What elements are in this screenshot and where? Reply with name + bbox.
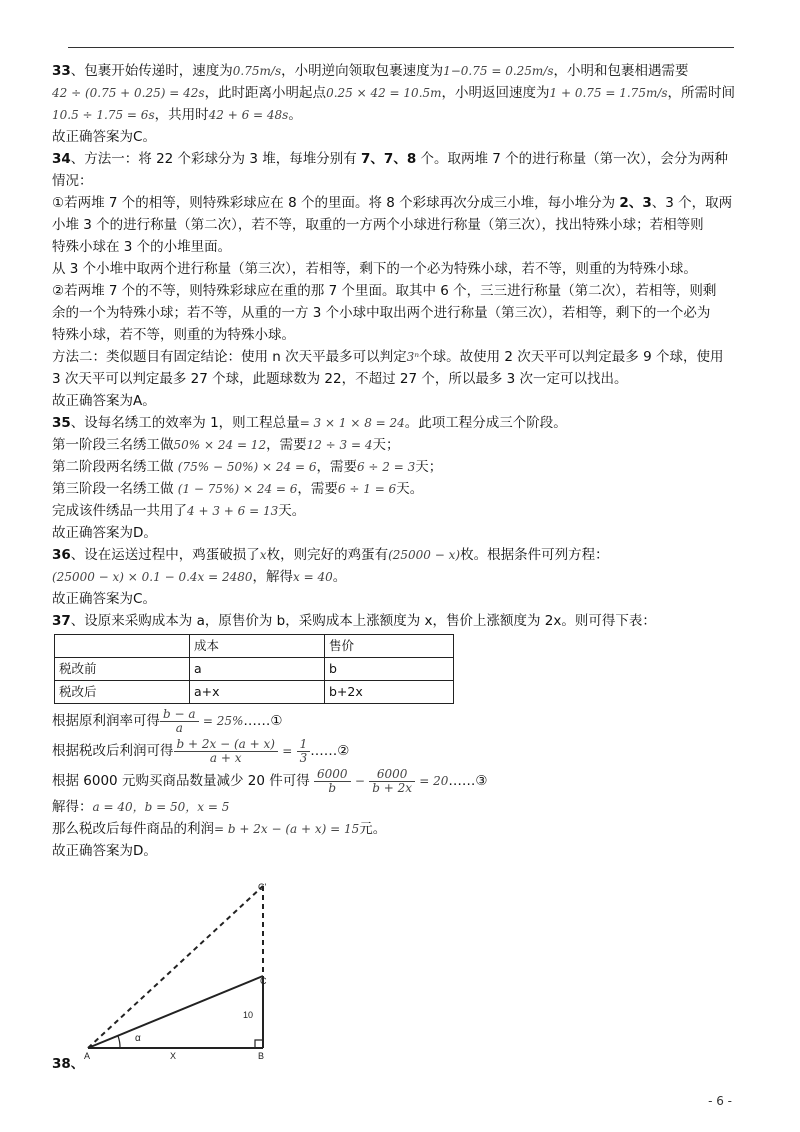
q37-table — [54, 634, 454, 704]
header-rule — [68, 47, 734, 48]
answer-letter: C — [133, 591, 143, 607]
eq-tag: ……② — [310, 743, 350, 759]
q33-formula: 1−0.75 = 0.25m/s — [443, 64, 554, 78]
q36-formula: (25000 − x) — [388, 548, 461, 562]
q37-number: 37 — [52, 613, 71, 629]
q37-answer — [52, 840, 752, 862]
q35-text: 第一阶段三名绣工做 — [52, 437, 174, 453]
q33-text: ，小明返回速度为 — [441, 85, 550, 101]
q37-eq1 — [52, 706, 752, 736]
q34-text: 、方法一：将 22 个彩球分为 3 堆，每堆分别有 — [70, 151, 362, 167]
q35-formula: (75% − 50%) × 24 = 6 — [177, 460, 317, 474]
q34-line1 — [52, 148, 752, 170]
solutions-body — [52, 60, 752, 862]
q35-answer — [52, 522, 752, 544]
q33-text: ，小明和包裹相遇需要 — [553, 63, 689, 79]
fraction — [297, 738, 311, 765]
q33-text: 、包裹开始传递时，速度为 — [70, 63, 233, 79]
q37-formula: − — [354, 774, 365, 788]
table-cell — [55, 635, 190, 658]
label-10: 10 — [243, 1010, 254, 1020]
q33-text: ，小明逆向领取包裹速度为 — [281, 63, 444, 79]
q37-formula: = 25% — [202, 714, 244, 728]
q37-solution — [52, 796, 752, 818]
q34-text: 个。取两堆 7 个的进行称量（第一次），会分为两种 — [416, 151, 728, 167]
table-cell: a — [190, 658, 325, 681]
q36-formula: x — [259, 548, 267, 562]
q33-text: ，所需时间 — [667, 85, 736, 101]
q36-text: 枚。根据条件可列方程： — [460, 547, 609, 563]
q33-answer — [52, 126, 752, 148]
q35-line1 — [52, 412, 752, 434]
q37-text: 根据 6000 元购买商品数量减少 20 件可得 — [52, 773, 310, 789]
answer-end: 。 — [142, 393, 156, 409]
q36-number: 36 — [52, 547, 71, 563]
answer-letter: A — [133, 393, 143, 409]
answer-label: 故正确答案为 — [52, 591, 133, 607]
answer-end: 。 — [142, 129, 156, 145]
answer-label: 故正确答案为 — [52, 129, 133, 145]
q35-text: 完成该件绣品一共用了 — [52, 503, 187, 519]
eq-tag: ……① — [243, 713, 283, 729]
q37-line1 — [52, 610, 752, 632]
answer-end: 。 — [143, 525, 157, 541]
angle-arc — [118, 1036, 120, 1048]
q35-line2 — [52, 434, 752, 456]
answer-label: 故正确答案为 — [52, 393, 133, 409]
table-row — [55, 681, 454, 704]
q35-formula: 50% × 24 = 12 — [173, 438, 267, 452]
q37-text: 根据税改后利润可得 — [52, 743, 174, 759]
fraction — [369, 768, 415, 795]
q37-formula: a = 40，b = 50，x = 5 — [92, 800, 230, 814]
q33-formula: 0.75m/s — [232, 64, 282, 78]
eq-tag: ……③ — [448, 773, 488, 789]
q37-eq2 — [52, 736, 752, 766]
q35-text: ，需要 — [266, 437, 307, 453]
q35-line5 — [52, 500, 752, 522]
q34-line2: 情况： — [52, 173, 93, 189]
label-a: A — [84, 1051, 91, 1061]
q33-formula: 42 ÷ (0.75 + 0.25) = 42s — [52, 86, 205, 100]
q35-formula: = 3 × 1 × 8 = 24 — [299, 416, 405, 430]
q35-formula: 12 ÷ 3 = 4 — [306, 438, 373, 452]
q34-line3 — [52, 192, 752, 214]
q36-formula: x = 40 — [293, 570, 333, 584]
q36-formula: (25000 − x) × 0.1 − 0.4x = 2480 — [52, 570, 253, 584]
q34-line10 — [52, 346, 752, 368]
q34-formula: 3ⁿ — [406, 350, 420, 364]
q37-profit — [52, 818, 752, 840]
numerator: 6000 — [314, 768, 351, 782]
q36-text: 。 — [332, 569, 347, 585]
q34-line5: 特殊小球在 3 个的小堆里面。 — [52, 239, 232, 255]
denominator: a — [175, 720, 183, 735]
denominator: b + 2x — [372, 780, 412, 795]
q34-line8: 余的一个为特殊小球；若不等，从重的一方 3 个小球中取出两个进行称量（第三次），若相等，剩下的一个必为 — [52, 305, 711, 321]
answer-label: 故正确答案为 — [52, 525, 133, 541]
denominator: a + x — [209, 750, 242, 765]
fraction — [160, 708, 199, 735]
numerator: 1 — [297, 738, 311, 752]
q34-answer — [52, 390, 752, 412]
q33-text: ，此时距离小明起点 — [204, 85, 327, 101]
q35-text: 。此项工程分成三个阶段。 — [404, 415, 567, 431]
numerator: b − a — [160, 708, 199, 722]
q35-text: 天； — [415, 459, 443, 475]
label-x: X — [170, 1051, 177, 1061]
fraction — [174, 738, 278, 765]
q38-suffix: 、 — [70, 1056, 85, 1072]
q33-number: 33 — [52, 63, 71, 79]
q34-text-bold: 2、3 — [619, 195, 652, 211]
q35-text: 第二阶段两名绣工做 — [52, 459, 178, 475]
page-number: - 6 - — [708, 1094, 732, 1108]
q35-number: 35 — [52, 415, 71, 431]
q33-text: 。 — [288, 107, 302, 123]
q33-formula: 1 + 0.75 = 1.75m/s — [549, 86, 668, 100]
table-cell: b — [325, 658, 454, 681]
q36-answer — [52, 588, 752, 610]
q34-text: 方法二：类似题目有固定结论：使用 n 次天平最多可以判定 — [52, 349, 407, 365]
denominator: b — [328, 780, 337, 795]
label-c: C — [260, 976, 267, 986]
q37-text: 根据原利润率可得 — [52, 713, 160, 729]
q35-text: 天。 — [396, 481, 424, 497]
q36-line1 — [52, 544, 752, 566]
q34-line4: 小堆 3 个的进行称量（第二次），若不等，取重的一方两个小球进行称量（第三次），找出特殊小球；若相等则 — [52, 217, 704, 233]
table-cell: b+2x — [325, 681, 454, 704]
table-row — [55, 658, 454, 681]
q37-formula: = — [282, 744, 293, 758]
q35-line3 — [52, 456, 752, 478]
q34-number: 34 — [52, 151, 71, 167]
q34-line9: 特殊小球，若不等，则重的为特殊小球。 — [52, 327, 295, 343]
q37-text: 、设原来采购成本为 a，原售价为 b，采购成本上涨额度为 x，售价上涨额度为 2x。则可得下表： — [70, 613, 656, 629]
q35-text: ，需要 — [316, 459, 357, 475]
q35-text: 、设每名绣工的效率为 1，则工程总量 — [70, 415, 300, 431]
q38-number: 38 — [52, 1056, 71, 1072]
q35-text: 第三阶段一名绣工做 — [52, 481, 178, 497]
q37-text: 解得： — [52, 799, 93, 815]
table-cell: 售价 — [325, 635, 454, 658]
q35-text: 天。 — [278, 503, 306, 519]
answer-label: 故正确答案为 — [52, 843, 133, 859]
q35-line4 — [52, 478, 752, 500]
q35-formula: (1 − 75%) × 24 = 6 — [177, 482, 298, 496]
label-c-prime: C' — [258, 882, 267, 892]
table-header-row — [55, 635, 454, 658]
q34-line7: ②若两堆 7 个的不等，则特殊彩球应在重的那 7 个里面。取其中 6 个，三三进行称量（第二次），若相等，则剩 — [52, 283, 717, 299]
q34-text: 、3 个，取两 — [651, 195, 733, 211]
q34-text: 个球。故使用 2 次天平可以判定最多 9 个球，使用 — [419, 349, 724, 365]
q33-text: ，共用时 — [154, 107, 209, 123]
q37-formula: = b + 2x − (a + x) = 15 — [214, 822, 360, 836]
q35-text: ，需要 — [297, 481, 338, 497]
q36-text: 枚，则完好的鸡蛋有 — [266, 547, 389, 563]
q33-formula: 0.25 × 42 = 10.5m — [326, 86, 442, 100]
q34-line11: 3 次天平可以判定最多 27 个球，此题球数为 22，不超过 27 个，所以最多 3 次一定可以找出。 — [52, 371, 628, 387]
q34-text-bold: 7、7、8 — [361, 151, 417, 167]
numerator: 6000 — [369, 768, 415, 782]
ac-prime-dashed-line — [88, 886, 263, 1048]
q35-formula: 4 + 3 + 6 = 13 — [187, 504, 279, 518]
denominator: 3 — [299, 750, 308, 765]
q34-text: ①若两堆 7 个的相等，则特殊彩球应在 8 个的里面。将 8 个彩球再次分成三小堆，每小堆分为 — [52, 195, 620, 211]
table-cell: 税改后 — [55, 681, 190, 704]
fraction — [314, 768, 351, 795]
q37-text: 元。 — [359, 821, 387, 837]
q33-line2 — [52, 82, 752, 104]
q35-formula: 6 ÷ 2 = 3 — [356, 460, 416, 474]
q34-line6: 从 3 个小堆中取两个进行称量（第三次），若相等，剩下的一个必为特殊小球，若不等，则重的为特殊小球。 — [52, 261, 697, 277]
label-b: B — [258, 1051, 265, 1061]
answer-end: 。 — [142, 591, 156, 607]
q33-line1 — [52, 60, 752, 82]
table-cell: 成本 — [190, 635, 325, 658]
q38-label — [52, 1052, 84, 1072]
q33-formula: 42 + 6 = 48s — [208, 108, 289, 122]
q37-text: 那么税改后每件商品的利润 — [52, 821, 214, 837]
q35-formula: 6 ÷ 1 = 6 — [337, 482, 397, 496]
q36-text: ，解得 — [252, 569, 294, 585]
table-cell: 税改前 — [55, 658, 190, 681]
answer-letter: D — [133, 843, 144, 859]
answer-letter: D — [133, 525, 144, 541]
label-alpha: α — [135, 1033, 141, 1044]
q33-line3 — [52, 104, 752, 126]
q38-figure — [80, 878, 290, 1068]
q37-eq3 — [52, 766, 752, 796]
answer-end: 。 — [143, 843, 157, 859]
q36-line2 — [52, 566, 752, 588]
table-cell: a+x — [190, 681, 325, 704]
right-angle-mark — [255, 1040, 263, 1048]
q33-formula: 10.5 ÷ 1.75 = 6s — [52, 108, 155, 122]
q35-text: 天； — [372, 437, 400, 453]
numerator: b + 2x − (a + x) — [174, 738, 278, 752]
answer-letter: C — [133, 129, 143, 145]
q36-text: 、设在运送过程中，鸡蛋破损了 — [70, 547, 260, 563]
q37-formula: = 20 — [419, 774, 449, 788]
ac-line — [88, 976, 263, 1048]
